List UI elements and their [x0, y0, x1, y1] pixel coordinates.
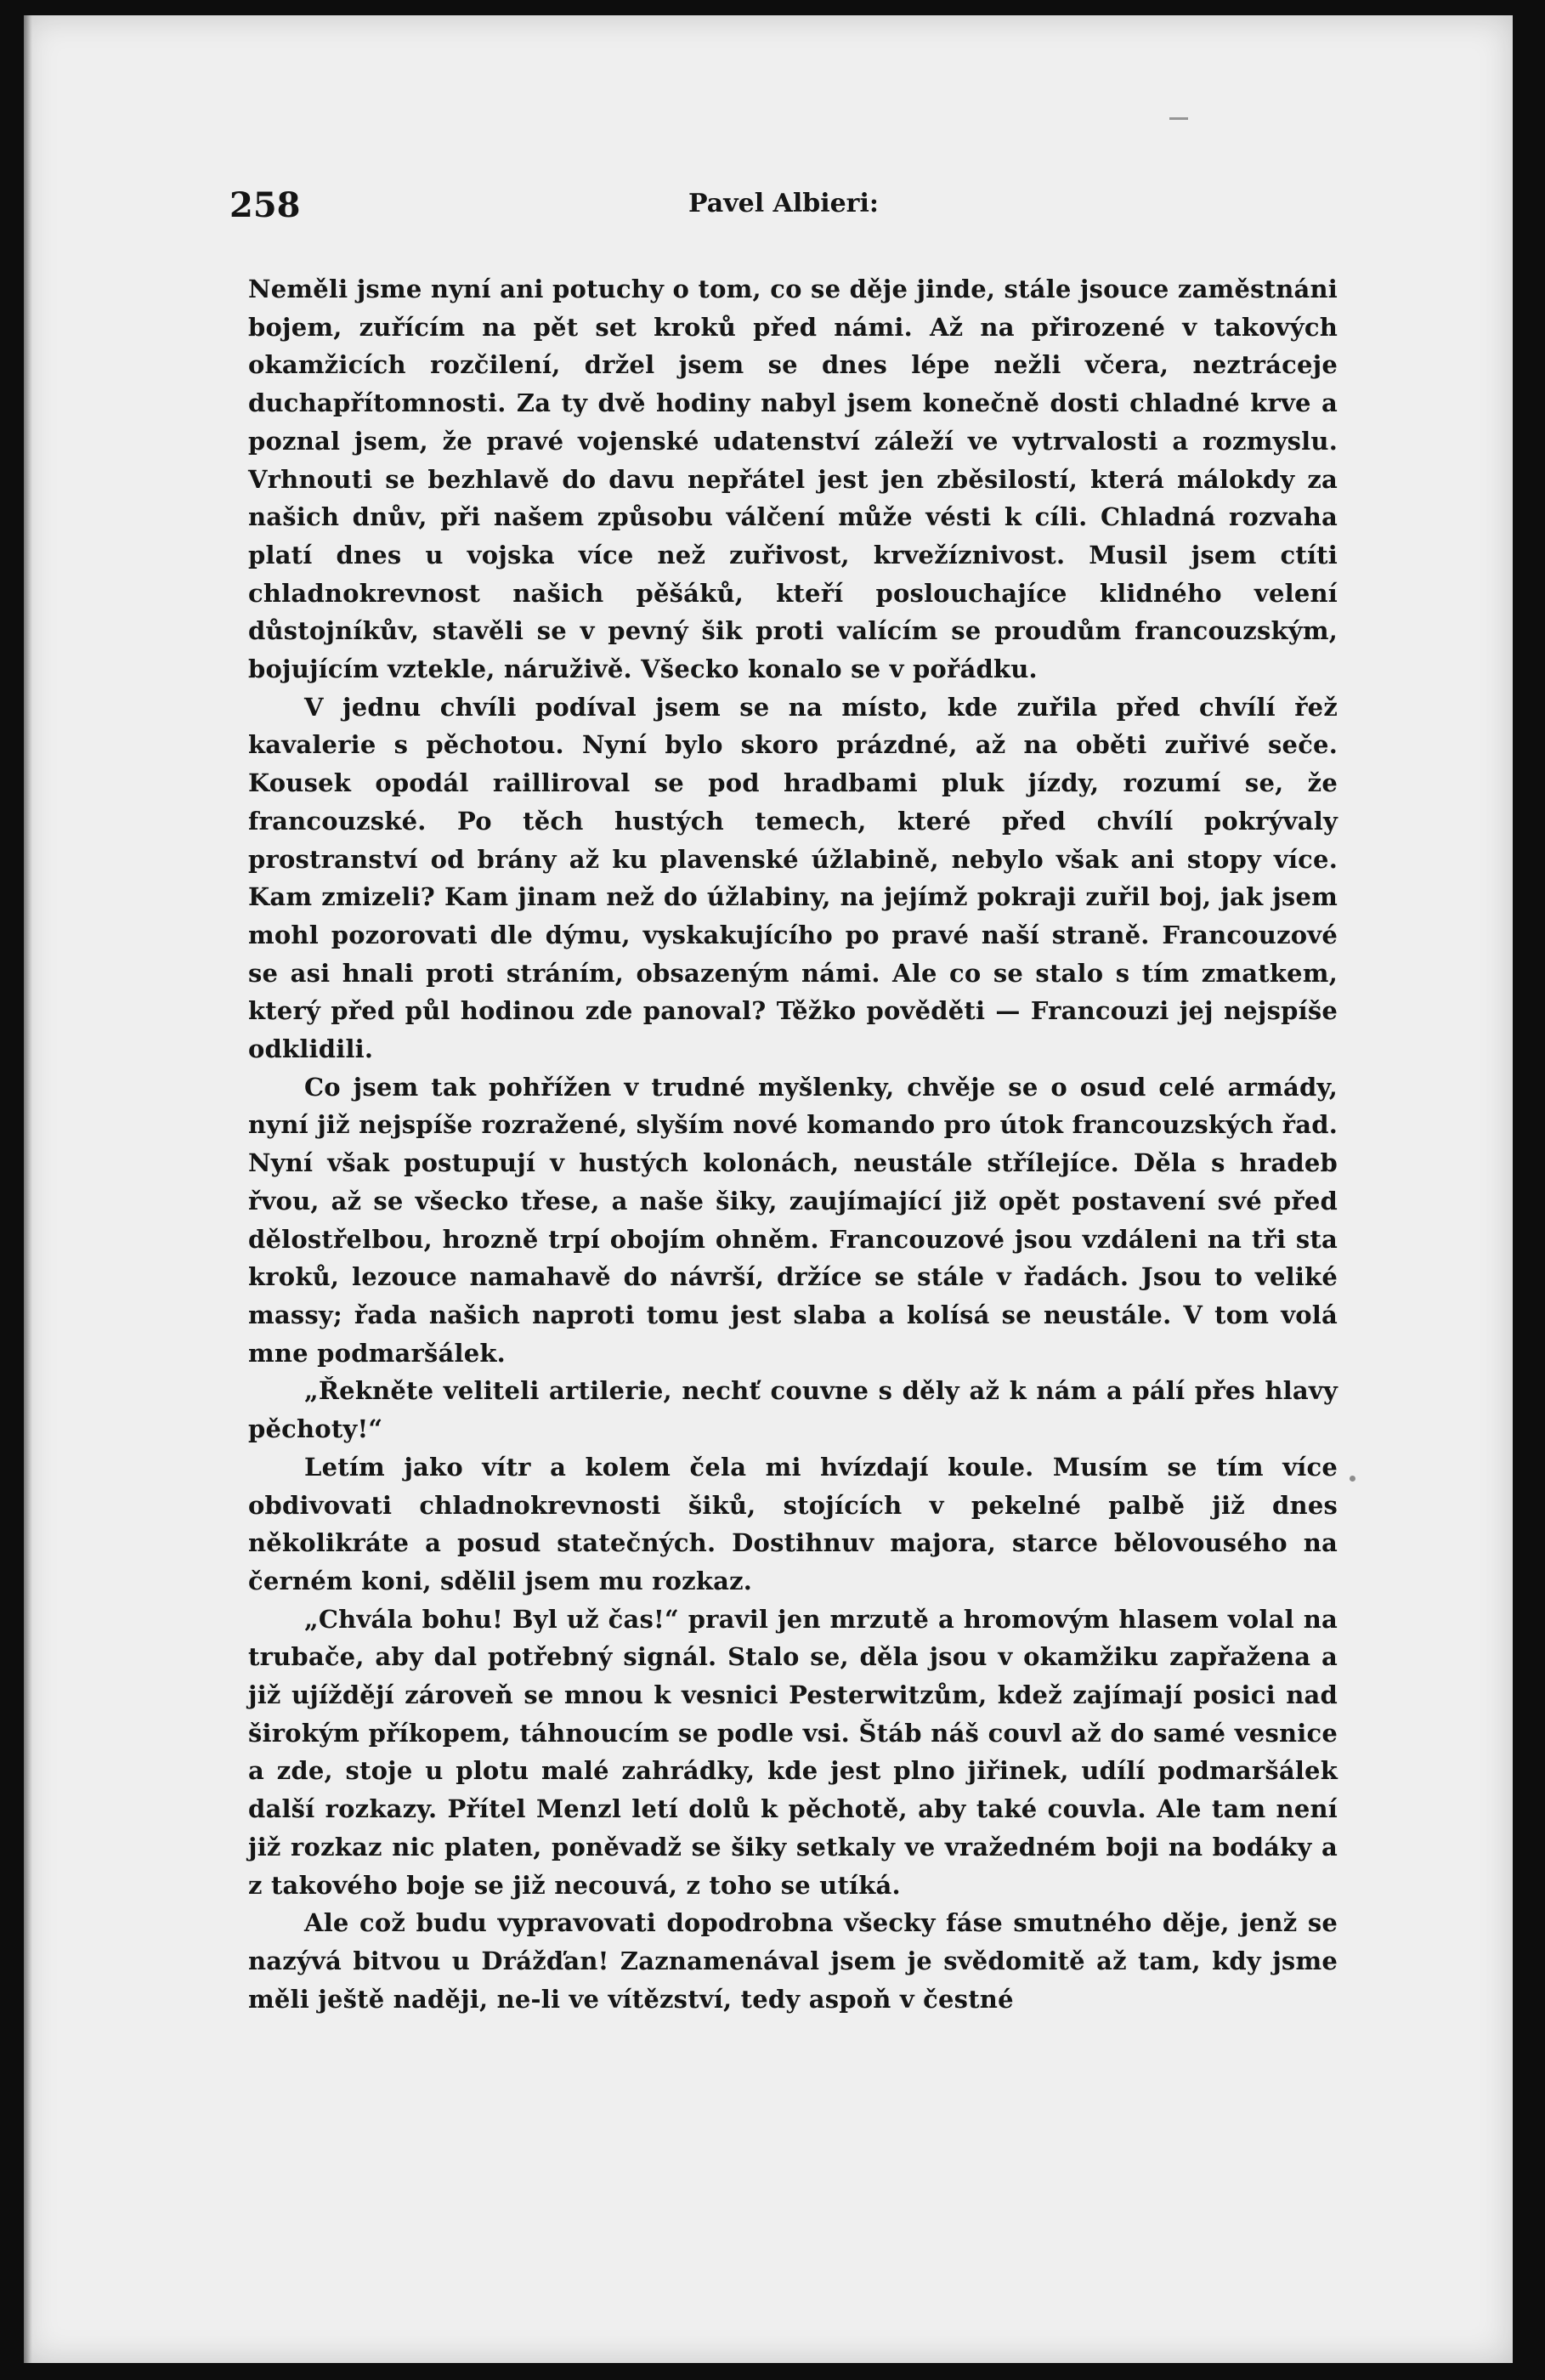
paragraph: Ale což budu vypravovati dopodrobna všecky fáse smutného děje, jenž se nazývá bitvou u Drážďan! Zaznamenával jsem je svědomitě až tam, kdy jsme měli ještě naději, ne-li ve vítězství, tedy aspoň v čestné: [248, 1908, 1338, 2014]
scan-dot: [1350, 1476, 1355, 1482]
page-spine-shadow: [24, 15, 32, 2363]
page-number: 258: [229, 185, 301, 225]
body-text: [248, 270, 1338, 2018]
paragraph: „Řekněte veliteli artilerie, nechť couvne s děly až k nám a pálí přes hlavy pěchoty!“: [248, 1376, 1338, 1444]
paragraph: Neměli jsme nyní ani potuchy o tom, co se děje jinde, stále jsouce zaměstnáni bojem, zuřícím na pět set kroků před námi. Až na přirozené v takových okamžicích rozčilení, držel jsem se dnes lépe nežli včera, neztráceje duchapřítomnosti. Za ty dvě hodiny nabyl jsem konečně dosti chladné krve a poznal jsem, že pravé vojenské udatenství záleží ve vytrvalosti a rozmyslu. Vrhnouti se bezhlavě do davu nepřátel jest jen zběsilostí, která málokdy za našich dnův, při našem způsobu válčení může vésti k cíli. Chladná rozvaha platí dnes u vojska více než zuřivost, krvežíznivost. Musil jsem ctíti chladnokrevnost našich pěšáků, kteří poslouchajíce klidného velení důstojníkův, stavěli se v pevný šik proti valícím se proudům francouzským, bojujícím vztekle, náruživě. Všecko konalo se v pořádku.: [248, 275, 1338, 684]
paragraph: Co jsem tak pohřížen v trudné myšlenky, chvěje se o osud celé armády, nyní již nejspíše rozražené, slyším nové komando pro útok francouzských řad. Nyní však postupují v hustých kolonách, neustále střílejíce. Děla s hradeb řvou, až se všecko třese, a naše šiky, zaujímající již opět postavení své před dělostřelbou, hrozně trpí obojím ohněm. Francouzové jsou vzdáleni na tři sta kroků, lezouce namahavě do návrší, držíce se stále v řadách. Jsou to veliké massy; řada našich naproti tomu jest slaba a kolísá se neustále. V tom volá mne podmaršálek.: [248, 1072, 1338, 1368]
paragraph: Letím jako vítr a kolem čela mi hvízdají koule. Musím se tím více obdivovati chladnokrevnosti šiků, stojících v pekelné palbě již dnes několikráte a posud statečných. Dostihnuv majora, starce bělovousého na černém koni, sdělil jsem mu rozkaz.: [248, 1452, 1338, 1595]
page-header: [229, 185, 1343, 236]
running-head: Pavel Albieri:: [688, 189, 879, 218]
paragraph: V jednu chvíli podíval jsem se na místo, kde zuřila před chvílí řež kavalerie s pěchotou. Nyní bylo skoro prázdné, až na oběti zuřivé seče. Kousek opodál railliroval se pod hradbami pluk jízdy, rozumí se, že francouzské. Po těch hustých temech, které před chvílí pokrývaly prostranství od brány až ku plavenské úžlabině, nebylo však ani stopy více. Kam zmizeli? Kam jinam než do úžlabiny, na jejímž pokraji zuřil boj, jak jsem mohl pozorovati dle dýmu, vyskakujícího po pravé naší straně. Francouzové se asi hnali proti stráním, obsazeným námi. Ale co se stalo s tím zmatkem, který před půl hodinou zde panoval? Těžko pověděti — Francouzi jej nejspíše odklidili.: [248, 692, 1338, 1064]
paragraph: „Chvála bohu! Byl už čas!“ pravil jen mrzutě a hromovým hlasem volal na trubače, aby dal potřebný signál. Stalo se, děla jsou v okamžiku zapřažena a již ujíždějí zároveň se mnou k vesnici Pesterwitzům, kdež zajímají posici nad širokým příkopem, táhnoucím se podle vsi. Štáb náš couvl až do samé vesnice a zde, stoje u plotu malé zahrádky, kde jest plno jiřinek, udílí podmaršálek další rozkazy. Přítel Menzl letí dolů k pěchotě, aby také couvla. Ale tam není již rozkaz nic platen, poněvadž se šiky setkaly ve vražedném boji na bodáky a z takového boje se již necouvá, z toho se utíká.: [248, 1604, 1338, 1900]
scan-speck: [1169, 117, 1188, 120]
